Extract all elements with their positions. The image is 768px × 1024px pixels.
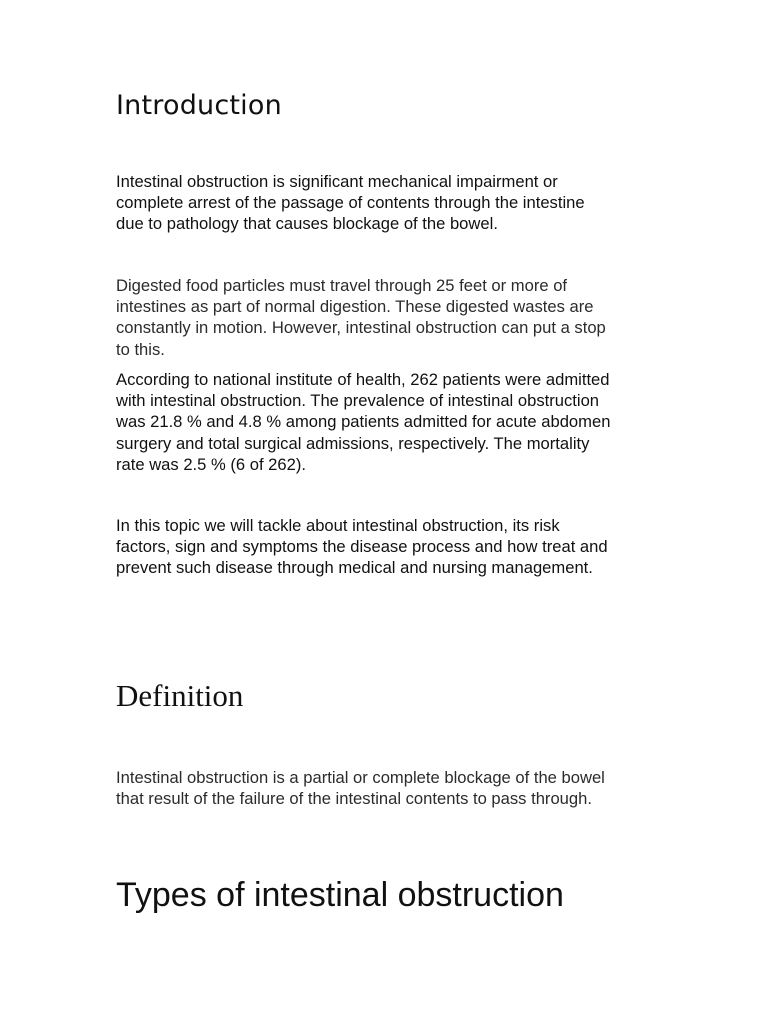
definition-paragraph: Intestinal obstruction is a partial or complete blockage of the bowel that result of the failure of the intestinal contents to pass through. <box>116 768 605 809</box>
introduction-paragraph-3: According to national institute of health, 262 patients were admitted with intestinal obstruction. The prevalence of intestinal obstruction was 21.8 % and 4.8 % among patients admitted for acute abdomen surgery and total surgical admissions, respectively. The mortality rate was 2.5 % (6 of 262). <box>116 370 611 474</box>
types-heading: Types of intestinal obstruction <box>116 876 564 914</box>
definition-heading: Definition <box>116 678 244 713</box>
introduction-heading: Introduction <box>116 90 282 121</box>
introduction-paragraph-4: In this topic we will tackle about intestinal obstruction, its risk factors, sign and symptoms the disease process and how treat and prevent such disease through medical and nursing management. <box>116 516 608 578</box>
introduction-paragraph-1: Intestinal obstruction is significant mechanical impairment or complete arrest of the passage of contents through the intestine due to pathology that causes blockage of the bowel. <box>116 172 585 234</box>
introduction-paragraph-2: Digested food particles must travel through 25 feet or more of intestines as part of normal digestion. These digested wastes are constantly in motion. However, intestinal obstruction can put a stop to this. <box>116 276 606 359</box>
